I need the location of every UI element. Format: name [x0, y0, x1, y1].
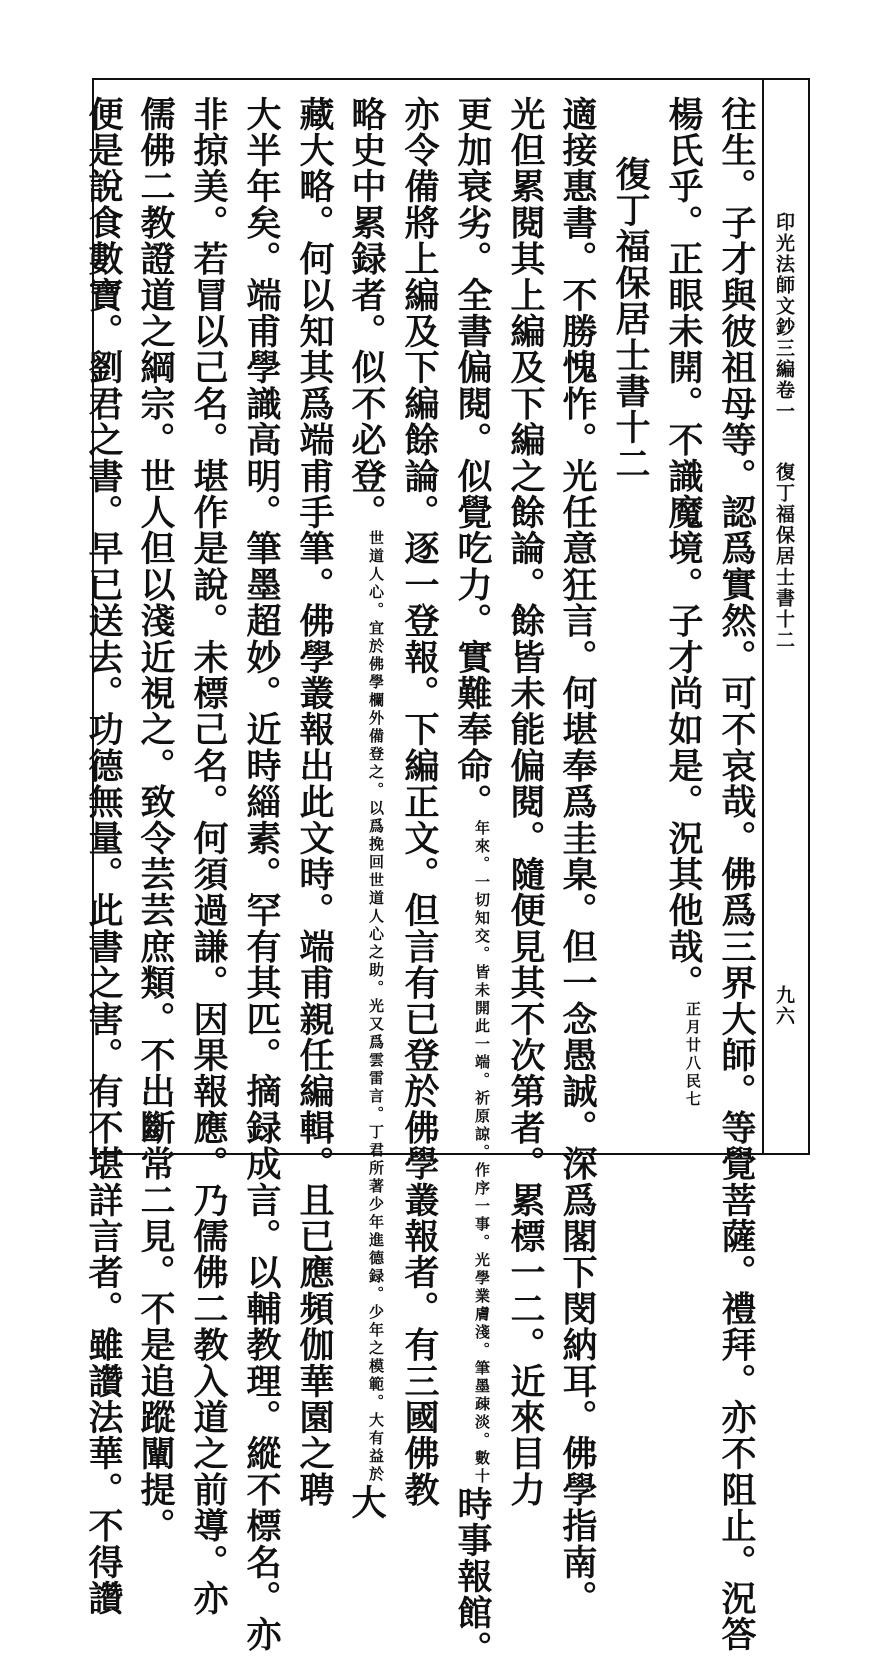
text-run: 往生。子才與彼祖母等。認爲實然。可不哀哉。佛爲三界大師。等覺菩薩。禮拜。亦不阻止。況答: [716, 96, 757, 1653]
text-run: 非掠美。若冒以己名。堪作是說。未標己名。何須過謙。因果報應。乃儒佛二教入道之前導。亦: [188, 96, 229, 1617]
note-line: 正月廿八: [684, 1001, 702, 1073]
letter-heading: [610, 156, 651, 482]
text-column: [663, 96, 704, 1109]
text-column: [188, 96, 229, 1617]
text-run: 亦令備將上編及下編餘論。逐一登報。下編正文。但言有已登於佛學叢報者。有三國佛教: [399, 96, 440, 1508]
note-line: 光又爲雲雷言。丁君所著少年進德録。少年之模範。大有益於: [367, 998, 385, 1485]
interlinear-note: [684, 1001, 701, 1109]
text-run: 適接惠書。不勝愧怍。光任意狂言。何堪奉爲圭臬。但一念愚誠。深爲閣下閔納耳。佛學指南。: [557, 96, 598, 1617]
page-number: 九六: [773, 985, 795, 1027]
note-line: 民七: [684, 1073, 702, 1109]
text-column: [716, 96, 757, 1653]
text-run: 儒佛二教證道之綱宗。世人但以淺近視之。致令芸芸庶類。不出斷常二見。不是追蹤闡提。: [135, 96, 176, 1544]
note-line: 作序一事。光學業膚淺。筆墨疎淡。數十: [473, 1162, 491, 1486]
text-run: 更加衰劣。全書偏閱。似覺吃力。實難奉命。: [452, 96, 493, 820]
text-column: [135, 96, 176, 1544]
running-header-section-title: 復丁福保居士書十二: [773, 462, 795, 651]
text-run: 楊氏乎。正眼未開。不識魔境。子才尚如是。況其他哉。: [663, 96, 704, 1001]
text-column: [294, 96, 335, 1508]
margin-divider-line: [762, 78, 764, 1155]
running-header-book-title: 印光法師文鈔三編卷一: [773, 212, 795, 422]
text-column: [241, 96, 282, 1653]
text-run: 藏大略。何以知其爲端甫手筆。佛學叢報出此文時。端甫親任編輯。且已應頻伽華園之聘: [294, 96, 335, 1508]
interlinear-note: [367, 530, 384, 1484]
interlinear-note: [473, 820, 490, 1486]
text-column: [505, 96, 546, 1508]
text-column: [557, 96, 598, 1617]
text-run: 便是說食數寶。劉君之書。早已送去。功德無量。此書之害。有不堪詳言者。雖讚法華。不得讚: [83, 96, 124, 1617]
text-run: 光但累閱其上編及下編之餘論。餘皆未能偏閱。隨便見其不次第者。累標一二。近來目力: [505, 96, 546, 1508]
text-run: 大半年矣。端甫學識高明。筆墨超妙。近時緇素。罕有其匹。摘録成言。以輔教理。縱不標名。亦: [241, 96, 282, 1653]
text-run: 復丁福保居士書十二: [610, 156, 651, 482]
text-column: [452, 96, 493, 1667]
text-column: [346, 96, 387, 1521]
note-line: 世道人心。宜於佛學欄外備登之。以爲挽回世道人心之助。: [367, 530, 385, 999]
text-run: 略史中累録者。似不必登。: [346, 96, 387, 531]
text-run: 大: [346, 1484, 387, 1521]
text-column: [83, 96, 124, 1617]
text-column: [399, 96, 440, 1508]
text-run: 時事報館。: [452, 1486, 493, 1667]
note-line: 年來。一切知交。皆未開此一端。祈原諒。: [473, 820, 491, 1162]
